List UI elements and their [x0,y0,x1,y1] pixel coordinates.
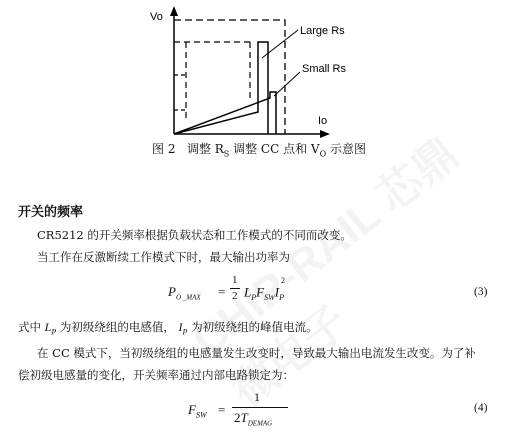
paragraph-1: CR5212 的开关频率根据负载状态和工作模式的不同而改变。 [37,228,352,242]
paragraph-4-line-2: 偿初级电感量的变化，开关频率通过内部电路锁定为： [18,368,294,382]
label-large-rs: Large Rs [300,25,345,37]
section-title: 开关的频率 [18,205,84,220]
label-small-rs: Small Rs [302,63,347,75]
equation-4-number: (4) [474,402,488,414]
paragraph-3: 式中 $L_P$ 为初级绕组的电感值， $I_P$ 为初级绕组的峰值电流。 [18,320,318,337]
paragraph-4-line-1: 在 CC 模式下，当初级绕组的电感量发生改变时，导致最大输出电流发生改变。为了补 [37,346,476,360]
equation-4: $F_{SW}$ = 1 $2T_{DEMAG}$ [188,390,308,430]
equation-3-number: (3) [474,286,488,298]
x-axis-arrow [320,130,330,138]
y-axis-label: Vo [150,11,163,23]
x-axis-label: Io [318,115,328,127]
vo-io-figure [0,0,518,140]
pointer-small [274,72,300,96]
curve-small-rs [174,92,276,134]
y-axis-arrow [170,6,178,16]
figure-caption: 图 2 调整 $R_S$ 调整 CC 点和 $V_O$ 示意图 [152,142,366,159]
curve-large-rs [174,42,268,134]
paragraph-2: 当工作在反激断续工作模式下时，最大输出功率为 [37,250,290,264]
